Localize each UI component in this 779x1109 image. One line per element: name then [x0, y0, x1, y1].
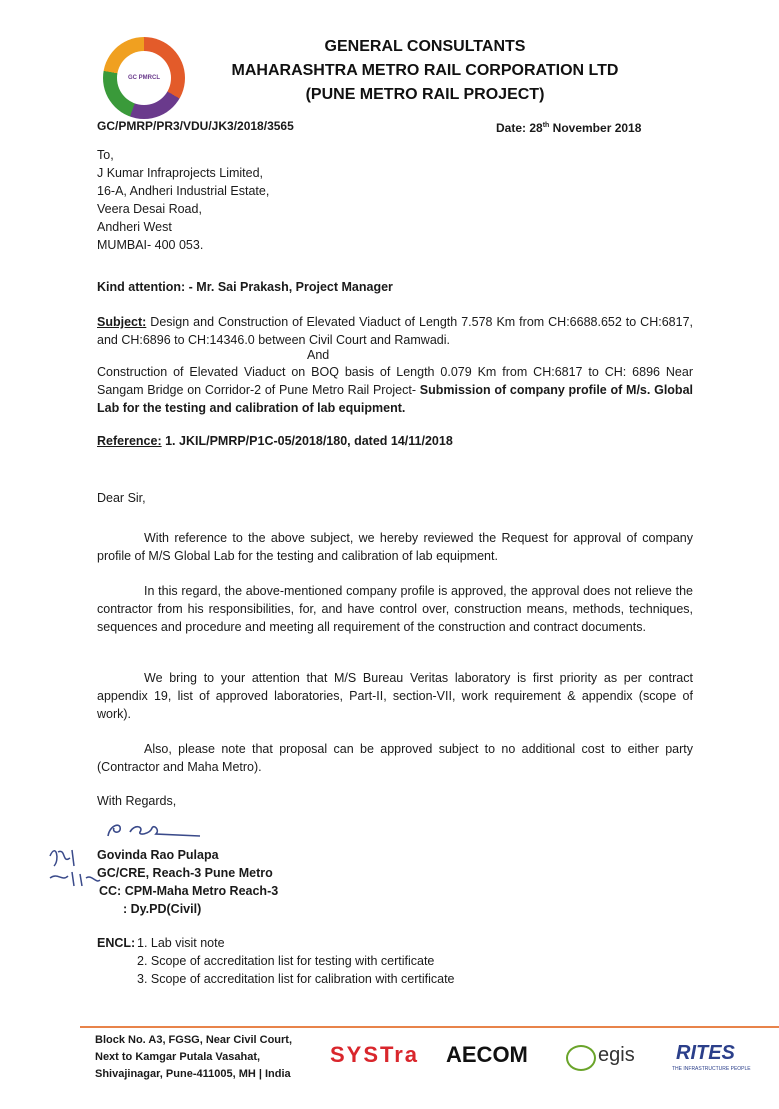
addressee-line: To, — [97, 148, 114, 162]
date-suffix: th — [542, 122, 550, 129]
date-day: 28 — [529, 121, 543, 135]
encl-item-2: 2. Scope of accreditation list for testing with certificate — [137, 954, 435, 968]
subject-block — [97, 313, 693, 349]
footer-address-line: Shivajinagar, Pune-411005, MH | India — [95, 1068, 291, 1080]
encl-item-3: 3. Scope of accreditation list for calibration with certificate — [137, 972, 455, 986]
pmrcl-logo — [103, 37, 185, 119]
subject-label: Subject: — [97, 315, 147, 329]
paragraph-2: In this regard, the above-mentioned company profile is approved, the approval does not relieve the contractor from his responsibilities, for, and have control over, construction means, methods, techniques, sequences and procedure and meeting all requirement of the construction and contract documents. — [97, 584, 693, 634]
footer-address — [95, 1032, 292, 1083]
signatory-designation: GC/CRE, Reach-3 Pune Metro — [97, 866, 273, 880]
initials-mark — [44, 838, 104, 890]
header-line1: GENERAL CONSULTANTS — [324, 38, 526, 55]
rites-logo: RITES — [676, 1042, 735, 1064]
subject-block-2 — [97, 363, 693, 417]
letter-date — [496, 117, 641, 137]
paragraph-4: Also, please note that proposal can be approved subject to no additional cost to either party (Contractor and Maha Metro). — [97, 742, 693, 774]
addressee-line: J Kumar Infraprojects Limited, — [97, 166, 264, 180]
salutation: Dear Sir, — [97, 491, 146, 505]
signature-mark — [100, 816, 210, 844]
aecom-logo: AECOM — [446, 1042, 528, 1067]
kind-attention: Kind attention: - Mr. Sai Prakash, Project Manager — [97, 280, 393, 294]
reference-label: Reference: — [97, 434, 162, 448]
encl-item-1: 1. Lab visit note — [137, 936, 225, 950]
footer-rule — [80, 1026, 779, 1028]
addressee-line: MUMBAI- 400 053. — [97, 238, 204, 252]
subject-text-2: Construction of Elevated Viaduct on BOQ basis of Length 0.079 Km from CH:6817 to CH: 6896 Near Sangam Bridge on Corridor-2 of Pune Metro Rail Project- — [97, 365, 693, 397]
footer-address-line: Block No. A3, FGSG, Near Civil Court, — [95, 1034, 293, 1046]
date-label: Date: — [496, 121, 527, 135]
header-line2: MAHARASHTRA METRO RAIL CORPORATION LTD — [231, 62, 619, 79]
logo-center — [117, 51, 171, 105]
addressee-line: 16-A, Andheri Industrial Estate, — [97, 184, 270, 198]
subject-and: And — [307, 348, 330, 362]
addressee-line: Veera Desai Road, — [97, 202, 202, 216]
cc-line-1: CC: CPM-Maha Metro Reach-3 — [99, 884, 279, 898]
paragraph-1: With reference to the above subject, we hereby reviewed the Request for approval of company profile of M/S Global Lab for the testing and calibration of lab equipment. — [97, 531, 693, 563]
header-line3: (PUNE METRO RAIL PROJECT) — [305, 86, 545, 103]
reference-text: 1. JKIL/PMRP/P1C-05/2018/180, dated 14/11/2018 — [165, 434, 453, 448]
date-rest: November 2018 — [552, 121, 642, 135]
logo-text: GC PMRCL — [128, 75, 160, 81]
systra-logo: SYSTra — [330, 1042, 420, 1067]
encl-label: ENCL: — [97, 936, 136, 950]
subject-text-1: Design and Construction of Elevated Viaduct of Length 7.578 Km from CH:6688.652 to CH:6817, and CH:6896 to CH:14346.0 between Civil Court and Ramwadi. — [97, 315, 693, 347]
addressee-block — [97, 146, 269, 254]
closing: With Regards, — [97, 794, 177, 808]
addressee-line: Andheri West — [97, 220, 172, 234]
reference-number: GC/PMRP/PR3/VDU/JK3/2018/3565 — [97, 119, 294, 133]
footer-address-line: Next to Kamgar Putala Vasahat, — [95, 1051, 261, 1063]
rites-tagline: THE INFRASTRUCTURE PEOPLE — [672, 1066, 751, 1072]
subject-text-2-bold: Submission of company profile of M/s. Global Lab for the testing and calibration of lab equipment. — [97, 383, 693, 415]
egis-logo: egis — [598, 1044, 635, 1066]
egis-swirl-icon — [566, 1045, 596, 1071]
cc-line-2: : Dy.PD(Civil) — [123, 902, 202, 916]
reference-line — [97, 432, 453, 450]
signatory-name: Govinda Rao Pulapa — [97, 848, 219, 862]
paragraph-3: We bring to your attention that M/S Bureau Veritas laboratory is first priority as per contract appendix 19, list of approved laboratories, Part-II, section-VII, work requirement & appendix (scope of work). — [97, 671, 693, 721]
